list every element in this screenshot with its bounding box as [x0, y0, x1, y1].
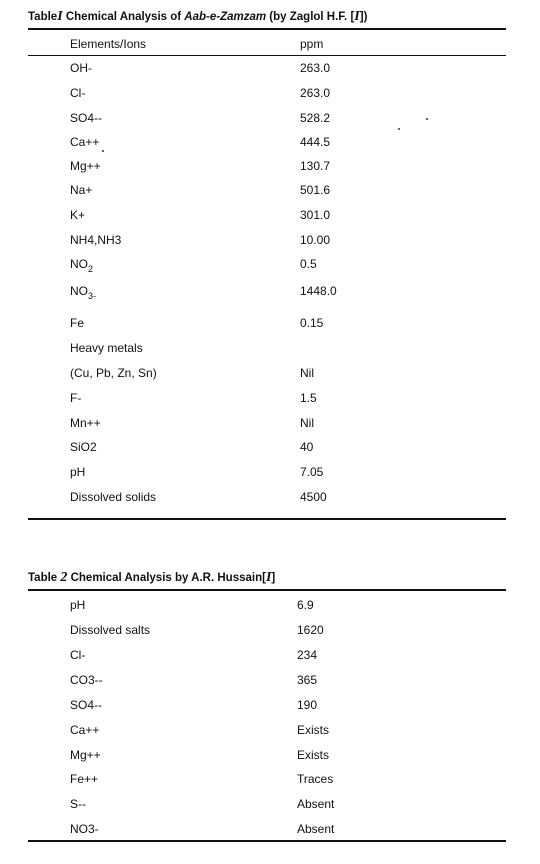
table1-row-value: 263.0 — [300, 86, 331, 100]
table2-caption: Table 2 Chemical Analysis by A.R. Hussain[I] — [28, 570, 276, 585]
table1-row-value: 263.0 — [300, 61, 331, 75]
table2-row-value: 190 — [297, 698, 318, 712]
table1-row-value: 7.05 — [300, 465, 324, 479]
table1-row — [0, 135, 540, 157]
scan-speck — [398, 128, 400, 130]
table1-row — [0, 183, 540, 205]
table1-row-label: Ca++ — [70, 135, 100, 149]
table1-row-value: 4500 — [300, 490, 327, 504]
table1-row — [0, 61, 540, 83]
table2-row-label: SO4-- — [70, 698, 103, 712]
table1-row-label: $NO_{3-}$ — [70, 284, 97, 301]
table1-row-label: SiO2 — [70, 440, 97, 454]
table2-row — [0, 598, 540, 620]
table2-row-label: NO3- — [70, 822, 99, 836]
table1-row-label: OH- — [70, 61, 92, 75]
table1-header-ppm: ppm — [300, 37, 324, 51]
table1-row-label: Mg++ — [70, 159, 101, 173]
table1-row-label: F- — [70, 391, 82, 405]
table1-row — [0, 416, 540, 438]
table2-bottom-rule — [28, 840, 506, 842]
table1-row — [0, 465, 540, 487]
table1-row-label: Heavy metals — [70, 341, 143, 355]
table1-row — [0, 341, 540, 363]
table1-row — [0, 284, 540, 306]
table1-header-elements: Elements/Ions — [70, 37, 147, 51]
table1-row — [0, 208, 540, 230]
table2-row-label: S-- — [70, 797, 86, 811]
table2-row-label: Cl- — [70, 648, 86, 662]
table1-row-value: 40 — [300, 440, 314, 454]
table1-row-label: SO4-- — [70, 111, 103, 125]
table1-row-value: 444.5 — [300, 135, 331, 149]
scan-speck — [102, 150, 104, 152]
table1-row-label: pH — [70, 465, 86, 479]
table1-row — [0, 111, 540, 133]
table1-row-value: 528.2 — [300, 111, 331, 125]
table2-row — [0, 748, 540, 770]
table1-caption: TableI Chemical Analysis of Aab-e-Zamzam (by Zaglol H.F. [I]) — [28, 9, 368, 24]
table2-row — [0, 623, 540, 645]
table1-row-label: Na+ — [70, 183, 93, 197]
table1-row-value: Nil — [300, 366, 314, 380]
table1-row — [0, 86, 540, 108]
table1-row — [0, 440, 540, 462]
table1-row — [0, 490, 540, 512]
table2-row — [0, 797, 540, 819]
table1-top-rule — [28, 28, 506, 30]
table2-row-value: 365 — [297, 673, 318, 687]
table1-row — [0, 316, 540, 338]
table2-row-value: Traces — [297, 772, 334, 786]
table1-row-value: 501.6 — [300, 183, 331, 197]
table1-row-value: 1448.0 — [300, 284, 337, 298]
table1-row — [0, 257, 540, 279]
table2-row-value: Exists — [297, 723, 330, 737]
table1-row — [0, 233, 540, 255]
table2-row-value: Exists — [297, 748, 330, 762]
scan-speck — [426, 118, 428, 120]
table2-row-label: Fe++ — [70, 772, 99, 786]
table2-row-value: 234 — [297, 648, 318, 662]
table1-row-label: K+ — [70, 208, 86, 222]
table1-row-value: 1.5 — [300, 391, 317, 405]
table2-row-label: pH — [70, 598, 86, 612]
table1-row-label: (Cu, Pb, Zn, Sn) — [70, 366, 157, 380]
table1-row-label: Cl- — [70, 86, 86, 100]
table2-row-label: Ca++ — [70, 723, 100, 737]
table2-row-label: Dissolved salts — [70, 623, 151, 637]
table2-row — [0, 698, 540, 720]
table1-row-label: Fe — [70, 316, 85, 330]
table1-row — [0, 159, 540, 181]
table1-row — [0, 391, 540, 413]
table1-row-value: 301.0 — [300, 208, 331, 222]
table1-row-value: 0.5 — [300, 257, 317, 271]
table2-row — [0, 673, 540, 695]
table2-row-value: 1620 — [297, 623, 324, 637]
table1-row-label: Mn++ — [70, 416, 101, 430]
table2-row-value: Absent — [297, 822, 335, 836]
table1-row-label: NH4,NH3 — [70, 233, 122, 247]
table2-row — [0, 772, 540, 794]
table2-row — [0, 648, 540, 670]
table1-row-label: $NO_2$ — [70, 257, 94, 274]
table2-row-label: Mg++ — [70, 748, 101, 762]
table2-row-value: 6.9 — [297, 598, 314, 612]
table1-row-value: 130.7 — [300, 159, 331, 173]
table1-header-rule — [28, 55, 506, 56]
table1-row — [0, 366, 540, 388]
table2-row-value: Absent — [297, 797, 335, 811]
table1-row-value: Nil — [300, 416, 314, 430]
table1-row-label: Dissolved solids — [70, 490, 157, 504]
table2-row-label: CO3-- — [70, 673, 103, 687]
table1-row-value: 10.00 — [300, 233, 331, 247]
table2-top-rule — [28, 589, 506, 591]
table1-row-value: 0.15 — [300, 316, 324, 330]
table1-bottom-rule — [28, 518, 506, 520]
table2-row — [0, 723, 540, 745]
